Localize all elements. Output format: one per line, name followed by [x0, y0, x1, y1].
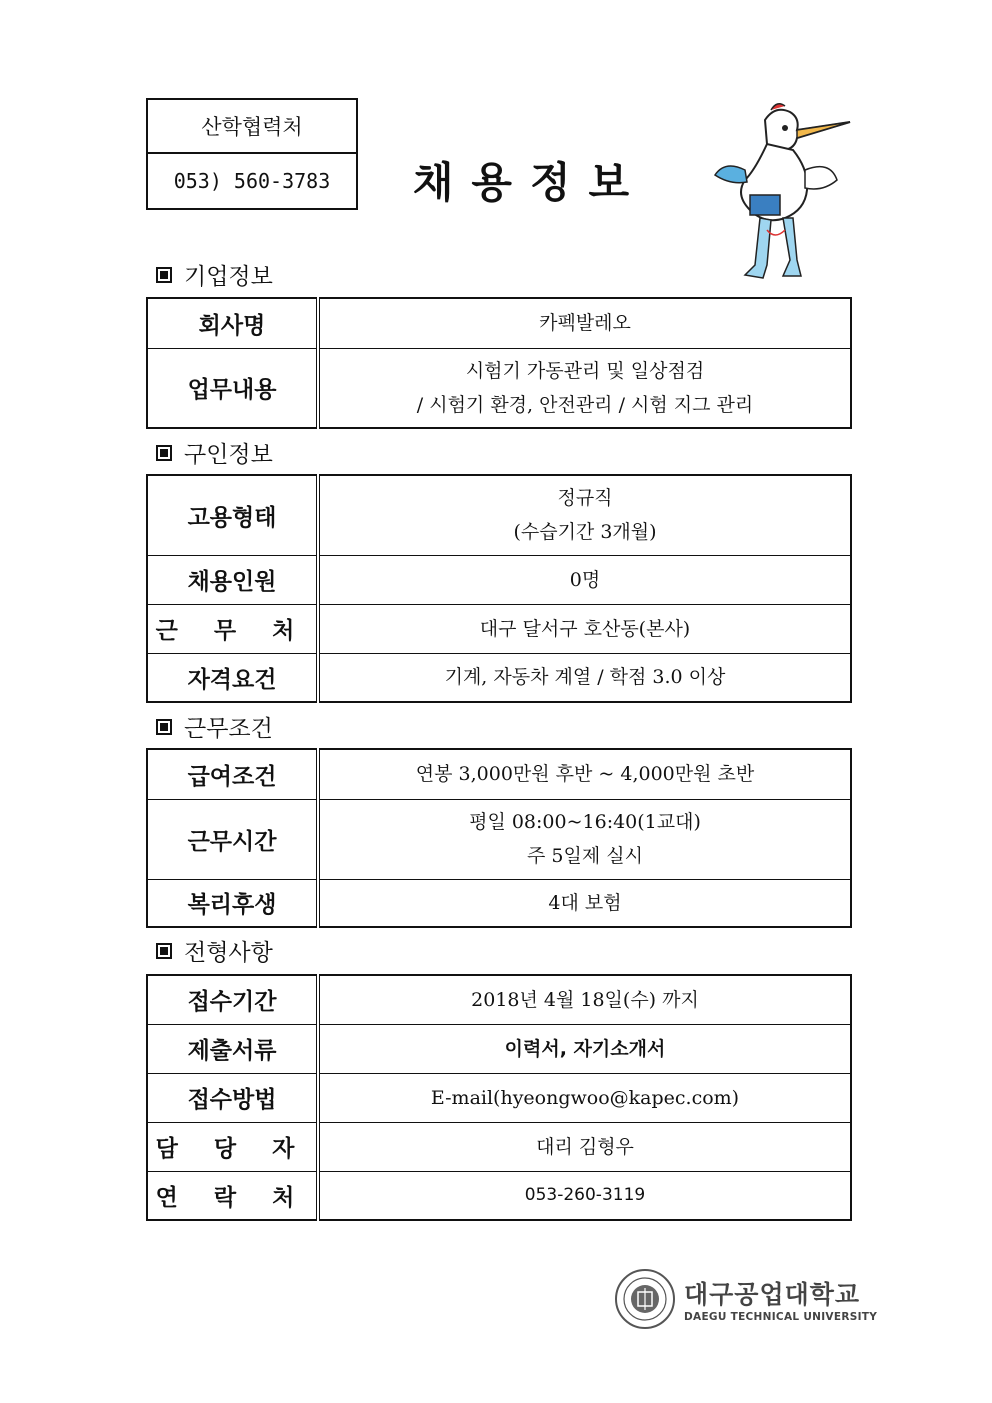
section-title: 근무조건 — [184, 716, 273, 742]
row-value: 2018년 4월 18일(수) 까지 — [318, 975, 851, 1024]
selection-table — [146, 974, 852, 1221]
section-header-conditions — [156, 710, 273, 743]
university-logo — [614, 1268, 877, 1330]
square-bullet-icon — [156, 943, 172, 959]
company-table — [146, 297, 852, 429]
row-value: 평일 08:00~16:40(1교대) 주 5일제 실시 — [318, 799, 851, 879]
row-label: 접수기간 — [147, 975, 318, 1024]
square-bullet-icon — [156, 267, 172, 283]
contact-box — [146, 98, 358, 210]
section-title: 구인정보 — [184, 442, 273, 468]
hiring-table — [146, 474, 852, 703]
conditions-table — [146, 748, 852, 928]
row-label: 연 락 처 — [147, 1171, 318, 1220]
logo-name-en: DAEGU TECHNICAL UNIVERSITY — [684, 1311, 878, 1323]
row-value: 연봉 3,000만원 후반 ~ 4,000만원 초반 — [318, 749, 851, 799]
row-label: 업무내용 — [147, 348, 318, 428]
row-label: 채용인원 — [147, 555, 318, 604]
contact-phone: 053) 560-3783 — [173, 169, 331, 193]
row-value: 기계, 자동차 계열 / 학점 3.0 이상 — [318, 653, 851, 702]
table-row — [147, 298, 851, 348]
row-value: 053-260-3119 — [318, 1171, 851, 1220]
table-row — [147, 799, 851, 879]
table-row — [147, 348, 851, 428]
row-value: 시험기 가동관리 및 일상점검 / 시험기 환경, 안전관리 / 시험 지그 관리 — [318, 348, 851, 428]
row-value: 4대 보험 — [318, 879, 851, 927]
square-bullet-icon — [156, 445, 172, 461]
section-header-hiring — [156, 436, 273, 469]
page-title: 채용정보 — [412, 158, 648, 207]
row-label: 복리후생 — [147, 879, 318, 927]
table-row — [147, 1171, 851, 1220]
section-title: 전형사항 — [184, 940, 273, 966]
row-label: 자격요건 — [147, 653, 318, 702]
row-label: 근무시간 — [147, 799, 318, 879]
row-value: 카펙발레오 — [318, 298, 851, 348]
contact-label: 산학협력처 — [148, 100, 356, 154]
row-label: 근 무 처 — [147, 604, 318, 653]
row-label: 접수방법 — [147, 1073, 318, 1122]
mascot-crane-illustration — [705, 100, 855, 290]
row-value: 정규직 (수습기간 3개월) — [318, 475, 851, 555]
table-row — [147, 879, 851, 927]
table-row — [147, 1024, 851, 1073]
section-title: 기업정보 — [184, 264, 273, 290]
table-row — [147, 1073, 851, 1122]
table-row — [147, 653, 851, 702]
section-header-company — [156, 258, 273, 291]
row-label: 제출서류 — [147, 1024, 318, 1073]
row-label: 회사명 — [147, 298, 318, 348]
row-label: 급여조건 — [147, 749, 318, 799]
table-row — [147, 975, 851, 1024]
logo-text — [684, 1275, 877, 1323]
row-value: 대구 달서구 호산동(본사) — [318, 604, 851, 653]
table-row — [147, 1122, 851, 1171]
table-row — [147, 475, 851, 555]
university-seal-icon — [614, 1268, 676, 1330]
square-bullet-icon — [156, 719, 172, 735]
row-value: E-mail(hyeongwoo@kapec.com) — [318, 1073, 851, 1122]
row-label: 고용형태 — [147, 475, 318, 555]
row-value: 0명 — [318, 555, 851, 604]
logo-name-kr: 대구공업대학교 — [684, 1280, 861, 1309]
row-value: 이력서, 자기소개서 — [318, 1024, 851, 1073]
table-row — [147, 604, 851, 653]
row-value: 대리 김형우 — [318, 1122, 851, 1171]
table-row — [147, 749, 851, 799]
section-header-selection — [156, 934, 273, 967]
row-label: 담 당 자 — [147, 1122, 318, 1171]
table-row — [147, 555, 851, 604]
